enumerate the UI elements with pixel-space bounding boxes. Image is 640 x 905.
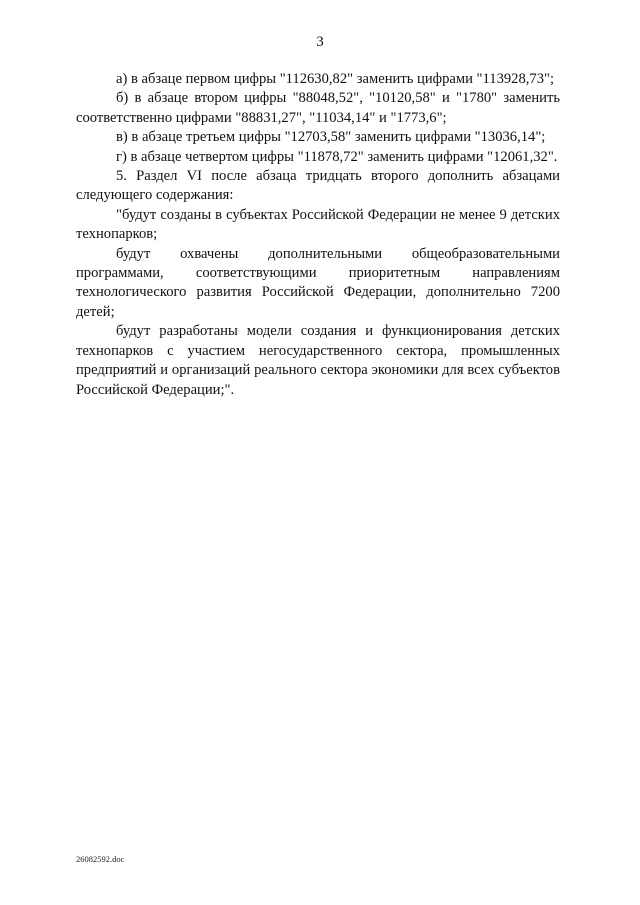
- page-number: 3: [316, 34, 324, 50]
- paragraph-quote-technoparks: "будут созданы в субъектах Российской Федерации не менее 9 детских технопарков;: [76, 206, 560, 243]
- document-body: [76, 70, 560, 400]
- document-file-code: 26082592.doc: [76, 854, 125, 864]
- paragraph-amendment-g: г) в абзаце четвертом цифры "11878,72" заменить цифрами "12061,32".: [116, 148, 558, 165]
- paragraph-quote-children: будут охвачены дополнительными общеобразовательными программами, соответствующими приоритетным направлениям технологического развития Российской Федерации, дополнительно 7200 детей;: [76, 245, 560, 320]
- paragraph-amendment-a: а) в абзаце первом цифры "112630,82" заменить цифрами "113928,73";: [116, 71, 555, 87]
- paragraph-quote-models: будут разработаны модели создания и функционирования детских технопарков с участием негосударственного сектора, промышленных предприятий и организаций реального сектора экономики для всех субъектов Российской Федерации;".: [76, 323, 560, 398]
- paragraph-amendment-b: б) в абзаце втором цифры "88048,52", "10120,58" и "1780" заменить соответственно цифрами "88831,27", "11034,14" и "1773,6";: [76, 90, 560, 126]
- paragraph-amendment-v: в) в абзаце третьем цифры "12703,58" заменить цифрами "13036,14";: [116, 129, 546, 146]
- paragraph-section-vi: 5. Раздел VI после абзаца тридцать второго дополнить абзацами следующего содержания:: [76, 168, 560, 204]
